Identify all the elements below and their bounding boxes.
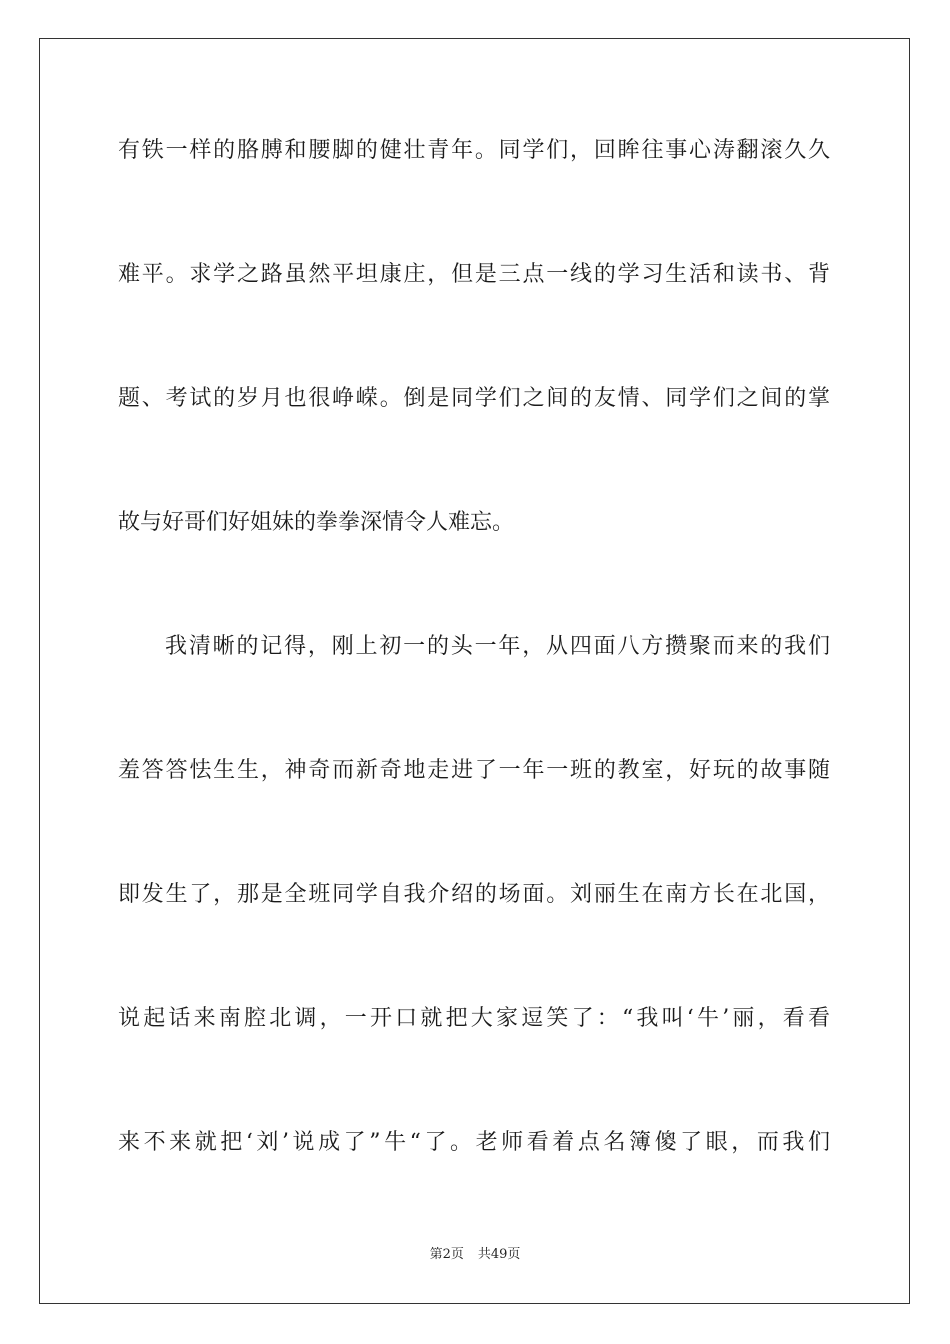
text-line-7: 即发生了，那是全班同学自我介绍的场面。刘丽生在南方长在北国，: [118, 882, 830, 907]
text-line-5: 我清晰的记得，刚上初一的头一年，从四面八方攒聚而来的我们: [165, 634, 830, 659]
text-line-4: 故与好哥们好姐妹的拳拳深情令人难忘。: [118, 510, 515, 535]
text-line-1: 有铁一样的胳膊和腰脚的健壮青年。同学们，回眸往事心涛翻滚久久: [118, 138, 830, 163]
page-total: 共49页: [477, 1247, 521, 1262]
text-line-6: 羞答答怯生生，神奇而新奇地走进了一年一班的教室，好玩的故事随: [118, 758, 830, 783]
text-line-9: 来不来就把‘刘’说成了”牛“了。老师看着点名簿傻了眼，而我们: [118, 1130, 830, 1155]
text-line-2: 难平。求学之路虽然平坦康庄，但是三点一线的学习生活和读书、背: [118, 262, 830, 287]
text-line-3: 题、考试的岁月也很峥嵘。倒是同学们之间的友情、同学们之间的掌: [118, 386, 830, 411]
text-line-8: 说起话来南腔北调，一开口就把大家逗笑了：“我叫‘牛’丽，看看: [118, 1006, 830, 1031]
page-border: [39, 38, 910, 1304]
page-footer: [0, 1246, 950, 1264]
page-number: 第2页: [429, 1247, 464, 1262]
